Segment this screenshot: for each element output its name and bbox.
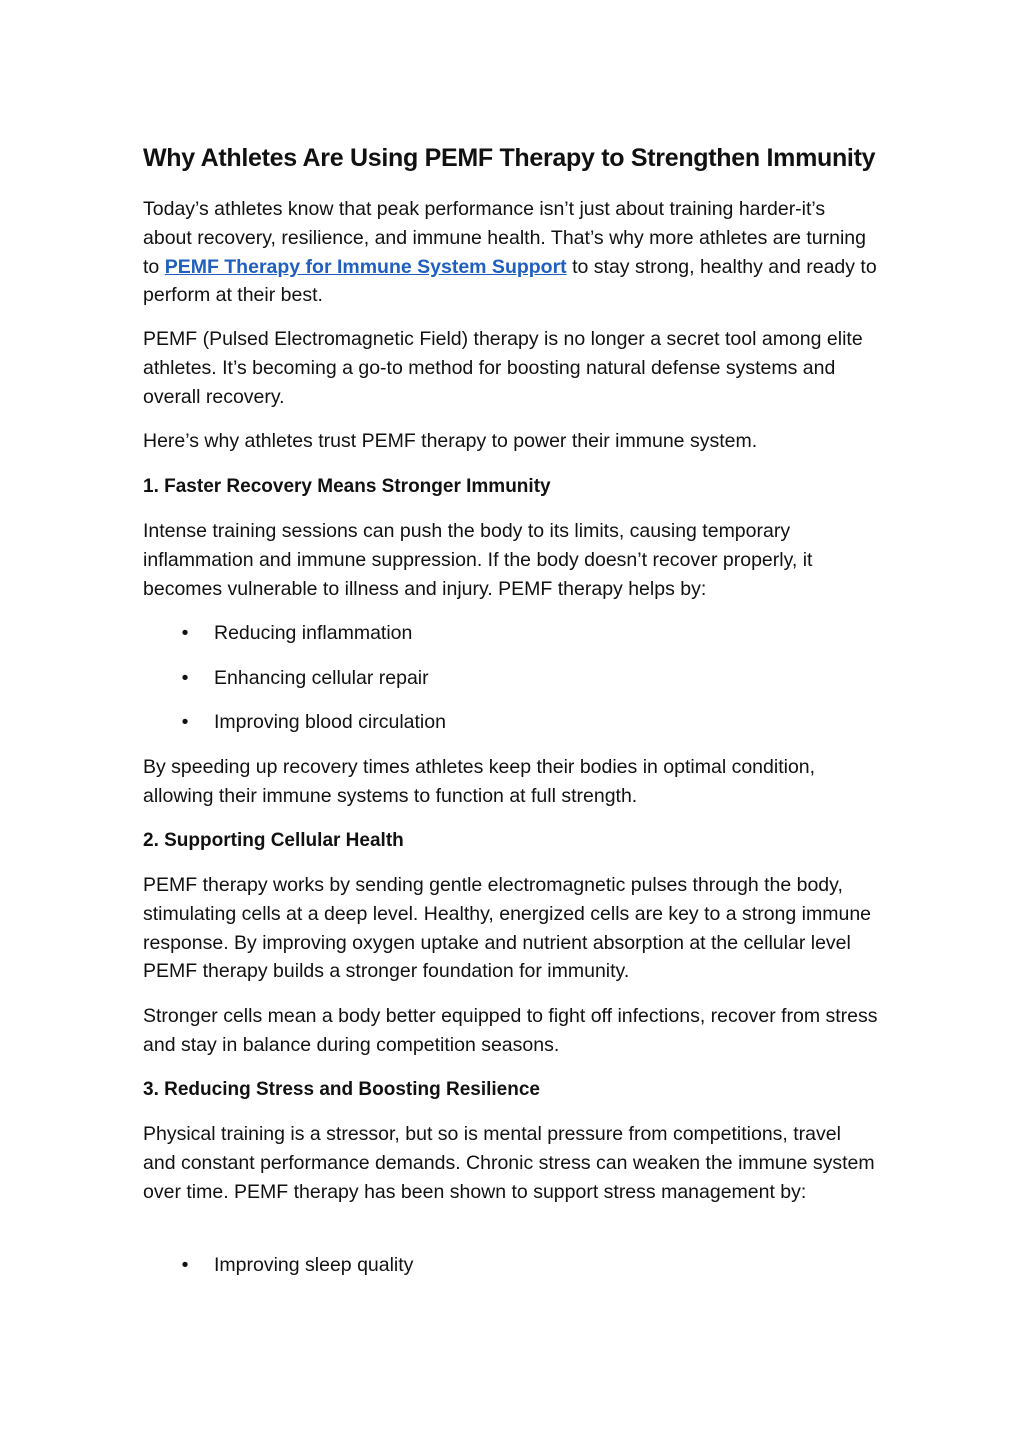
list-item-label: Improving blood circulation	[214, 711, 446, 733]
list-item-label: Reducing inflammation	[214, 622, 413, 644]
document-page	[143, 0, 878, 1446]
section-3-body: Physical training is a stressor, but so is mental pressure from competitions, travel and constant performance demands. Chronic stress can weaken the immune system over time. PEMF therapy has been shown to support stress management by:	[143, 1123, 875, 1203]
section-2-body: PEMF therapy works by sending gentle electromagnetic pulses through the body, stimulating cells at a deep level. Healthy, energized cells are key to a strong immune response. By improving oxygen uptake and nutrient absorption at the cellular level PEMF therapy builds a stronger foundation for immunity.	[143, 874, 872, 983]
section-3-heading: 3. Reducing Stress and Boosting Resilience	[143, 1079, 540, 1100]
section-2-closing: Stronger cells mean a body better equipped to fight off infections, recover from stress and stay in balance during competition seasons.	[143, 1005, 878, 1056]
intro-text-before-link: Today’s athletes know that peak performance isn’t just about training harder-it’s about recovery, resilience, and immune health. That’s why more athletes are turning to	[143, 198, 866, 278]
section-2-heading: 2. Supporting Cellular Health	[143, 830, 404, 851]
bullet-icon: •	[181, 667, 189, 689]
athletes-trust-paragraph: Here’s why athletes trust PEMF therapy to power their immune system.	[143, 430, 758, 452]
section-1-body: Intense training sessions can push the body to its limits, causing temporary inflammation and immune suppression. If the body doesn’t recover properly, it becomes vulnerable to illness and injury. PEMF therapy helps by:	[143, 520, 813, 600]
pemf-immune-support-link[interactable]: PEMF Therapy for Immune System Support	[164, 255, 567, 278]
list-item-label: Improving sleep quality	[214, 1254, 414, 1276]
list-item-label: Enhancing cellular repair	[214, 667, 429, 689]
intro-paragraph	[143, 195, 878, 310]
bullet-icon: •	[181, 622, 189, 644]
document-title: Why Athletes Are Using PEMF Therapy to Strengthen Immunity	[143, 144, 876, 172]
bullet-icon: •	[181, 1254, 189, 1276]
intro-text-after-link: to stay strong, healthy and ready to perform at their best.	[143, 255, 877, 307]
section-1-closing: By speeding up recovery times athletes keep their bodies in optimal condition, allowing their immune systems to function at full strength.	[143, 756, 816, 807]
section-1-heading: 1. Faster Recovery Means Stronger Immunity	[143, 476, 551, 497]
pemf-intro-paragraph: PEMF (Pulsed Electromagnetic Field) therapy is no longer a secret tool among elite athletes. It’s becoming a go-to method for boosting natural defense systems and overall recovery.	[143, 328, 863, 408]
bullet-icon: •	[181, 711, 189, 733]
